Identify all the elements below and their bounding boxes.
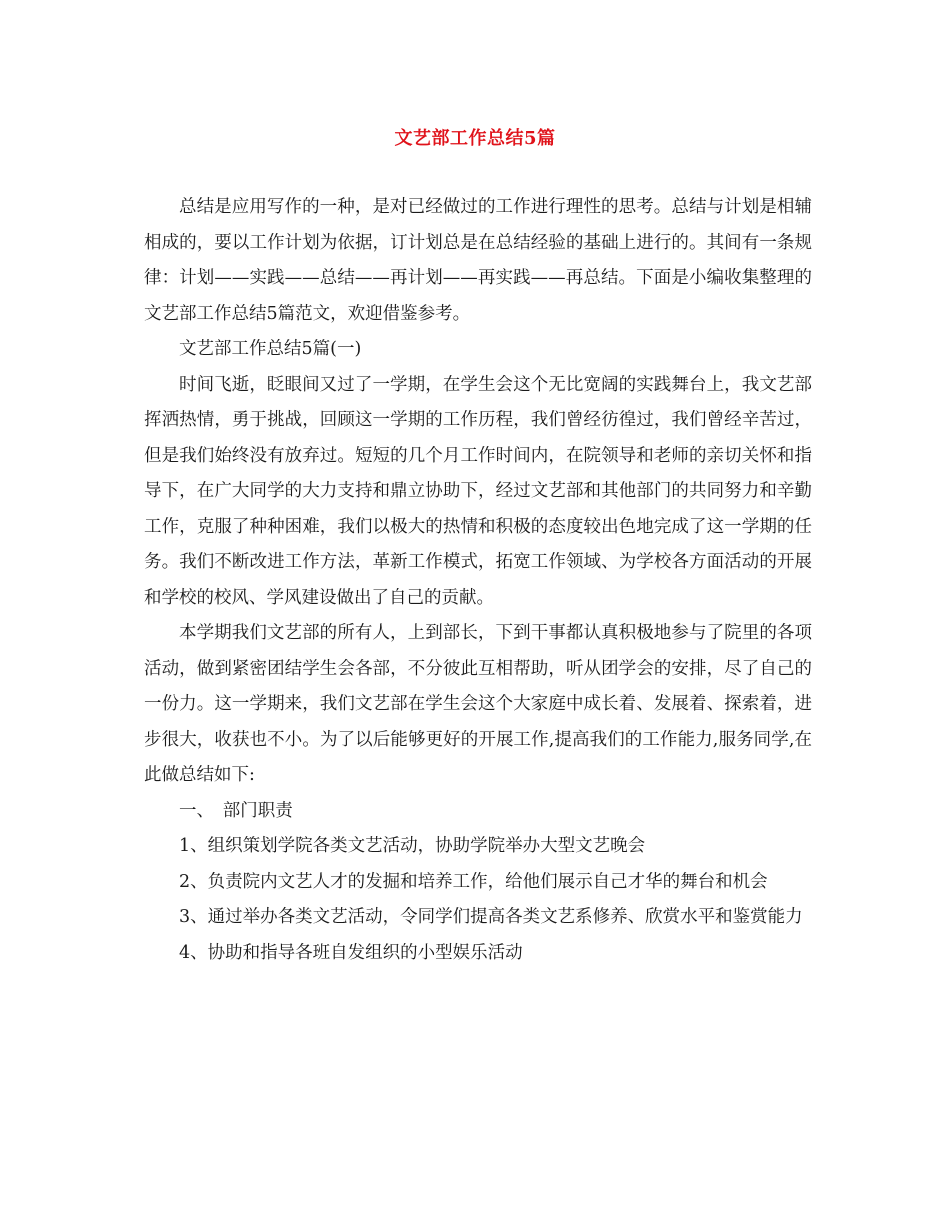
intro-paragraph: 总结是应用写作的一种，是对已经做过的工作进行理性的思考。总结与计划是相辅相成的，要以工作计划为依据，订计划总是在总结经验的基础上进行的。其间有一条规律：计划——实践——总结——再计划——再实践——再总结。下面是小编收集整理的文艺部工作总结5篇范文，欢迎借鉴参考。 — [144, 197, 812, 324]
list-item: 4、协助和指导各班自发组织的小型娱乐活动 — [179, 942, 523, 963]
document-body — [144, 190, 812, 971]
subsection-heading: 一、 部门职责 — [179, 800, 293, 821]
body-paragraph: 时间飞逝，眨眼间又过了一学期，在学生会这个无比宽阔的实践舞台上，我文艺部挥洒热情，勇于挑战，回顾这一学期的工作历程，我们曾经彷徨过，我们曾经辛苦过，但是我们始终没有放弃过。短短的几个月工作时间内，在院领导和老师的亲切关怀和指导下，在广大同学的大力支持和鼎立协助下，经过文艺部和其他部门的共同努力和辛勤工作，克服了种种困难，我们以极大的热情和积极的态度较出色地完成了这一学期的任务。我们不断改进工作方法，革新工作模式，拓宽工作领域、为学校各方面活动的开展和学校的校风、学风建设做出了自己的贡献。 — [144, 374, 812, 608]
document-title: 文艺部工作总结5篇 — [394, 128, 556, 149]
list-item: 2、负责院内文艺人才的发掘和培养工作，给他们展示自己才华的舞台和机会 — [179, 871, 768, 892]
body-paragraph: 本学期我们文艺部的所有人，上到部长，下到干事都认真积极地参与了院里的各项活动，做到紧密团结学生会各部，不分彼此互相帮助，听从团学会的安排，尽了自己的一份力。这一学期来，我们文艺部在学生会这个大家庭中成长着、发展着、探索着，进步很大，收获也不小。为了以后能够更好的开展工作,提高我们的工作能力,服务同学,在此做总结如下: — [144, 623, 812, 785]
list-item: 1、组织策划学院各类文艺活动，协助学院举办大型文艺晚会 — [179, 836, 646, 856]
list-item: 3、通过举办各类文艺活动，令同学们提高各类文艺系修养、欣赏水平和鉴赏能力 — [179, 907, 803, 927]
section-heading: 文艺部工作总结5篇(一) — [179, 339, 362, 359]
